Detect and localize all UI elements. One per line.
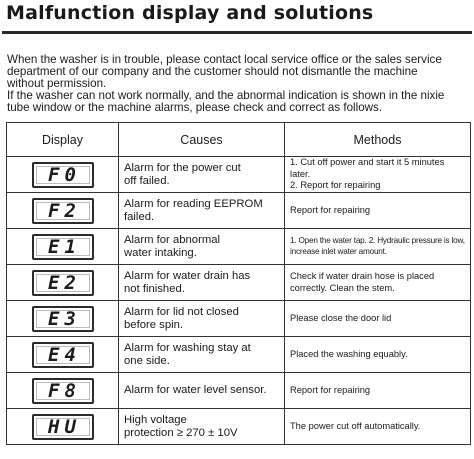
- cause-line: failed.: [124, 210, 155, 223]
- display-cell: [7, 301, 119, 337]
- method-line: Please close the door lid: [290, 312, 392, 323]
- cause-line: Alarm for water level sensor.: [124, 384, 267, 397]
- display-cell: [7, 337, 119, 373]
- display-cell: [7, 265, 119, 301]
- cause-line: not finished.: [124, 282, 185, 295]
- cause-line: High voltage: [124, 414, 187, 426]
- method-cell: [285, 373, 471, 409]
- error-code-display: F2: [32, 198, 94, 224]
- table-header-row: [7, 123, 471, 157]
- intro-line: without permission.: [7, 77, 107, 91]
- header-causes: Causes: [119, 123, 285, 157]
- method-line: correctly. Clean the stem.: [290, 282, 395, 293]
- intro-line: When the washer is in trouble, please contact local service office or the sales service: [7, 53, 442, 66]
- cause-line: before spin.: [124, 318, 184, 331]
- table-row: [7, 373, 471, 409]
- method-line: Report for repairing: [290, 204, 371, 215]
- cause-cell: [119, 265, 285, 301]
- display-cell: [7, 229, 119, 265]
- method-cell: [285, 337, 471, 373]
- table-row: [7, 229, 471, 265]
- cause-cell: [119, 301, 285, 337]
- malfunction-table: [6, 122, 471, 445]
- cause-line: Alarm for water drain has: [124, 270, 251, 282]
- method-line: 2. Report for repairing: [290, 180, 381, 191]
- table-row: [7, 409, 471, 445]
- cause-cell: [119, 337, 285, 373]
- cause-cell: [119, 193, 285, 229]
- display-cell: [7, 157, 119, 193]
- cause-cell: [119, 229, 285, 265]
- header-methods: Methods: [285, 123, 471, 157]
- error-code-display: F8: [32, 378, 94, 404]
- cause-cell: [119, 157, 285, 193]
- cause-line: water intaking.: [124, 246, 197, 259]
- cause-cell: [119, 373, 285, 409]
- display-cell: [7, 409, 119, 445]
- cause-line: one side.: [124, 354, 170, 367]
- method-cell: [285, 193, 471, 229]
- table-row: [7, 265, 471, 301]
- error-code-display: E2: [32, 270, 94, 296]
- method-line: 1. Cut off power and start it 5 minutes later.: [290, 157, 445, 179]
- error-code-display: E1: [32, 234, 94, 260]
- cause-line: Alarm for abnormal: [124, 234, 221, 246]
- error-code-display: E3: [32, 306, 94, 332]
- method-line: The power cut off automatically.: [290, 420, 421, 431]
- intro-line: department of our company and the customer should not dismantle the machine: [7, 65, 418, 79]
- cause-line: off failed.: [124, 174, 170, 187]
- table-row: [7, 157, 471, 193]
- intro-line: tube window or the machine alarms, please check and correct as follows.: [7, 101, 383, 115]
- method-line: Check if water drain hose is placed: [290, 271, 435, 281]
- table-row: [7, 193, 471, 229]
- method-cell: [285, 229, 471, 265]
- display-cell: [7, 193, 119, 229]
- title-underline: [2, 31, 472, 34]
- cause-line: Alarm for lid not closed: [124, 306, 239, 318]
- method-line: 1. Open the water tap. 2. Hydraulic pressure is low,: [290, 236, 465, 245]
- intro-paragraph: [7, 54, 471, 114]
- error-code-display: E4: [32, 342, 94, 368]
- method-cell: [285, 409, 471, 445]
- method-cell: [285, 265, 471, 301]
- error-code-display: HU: [32, 414, 94, 440]
- method-line: Report for repairing: [290, 384, 371, 395]
- cause-line: protection ≥ 270 ± 10V: [124, 426, 238, 439]
- method-line: Placed the washing equably.: [290, 348, 408, 359]
- cause-line: Alarm for reading EEPROM: [124, 198, 263, 210]
- table-row: [7, 301, 471, 337]
- error-code-display: F0: [32, 162, 94, 188]
- table-row: [7, 337, 471, 373]
- intro-line: If the washer can not work normally, and the abnormal indication is shown in the nixie: [7, 89, 445, 103]
- cause-line: Alarm for washing stay at: [124, 342, 251, 354]
- method-cell: [285, 157, 471, 193]
- cause-cell: [119, 409, 285, 445]
- method-line: increase inlet water amount.: [290, 246, 387, 256]
- page-title: Malfunction display and solutions: [6, 2, 374, 24]
- cause-line: Alarm for the power cut: [124, 162, 241, 174]
- method-cell: [285, 301, 471, 337]
- header-display: Display: [7, 123, 119, 157]
- display-cell: [7, 373, 119, 409]
